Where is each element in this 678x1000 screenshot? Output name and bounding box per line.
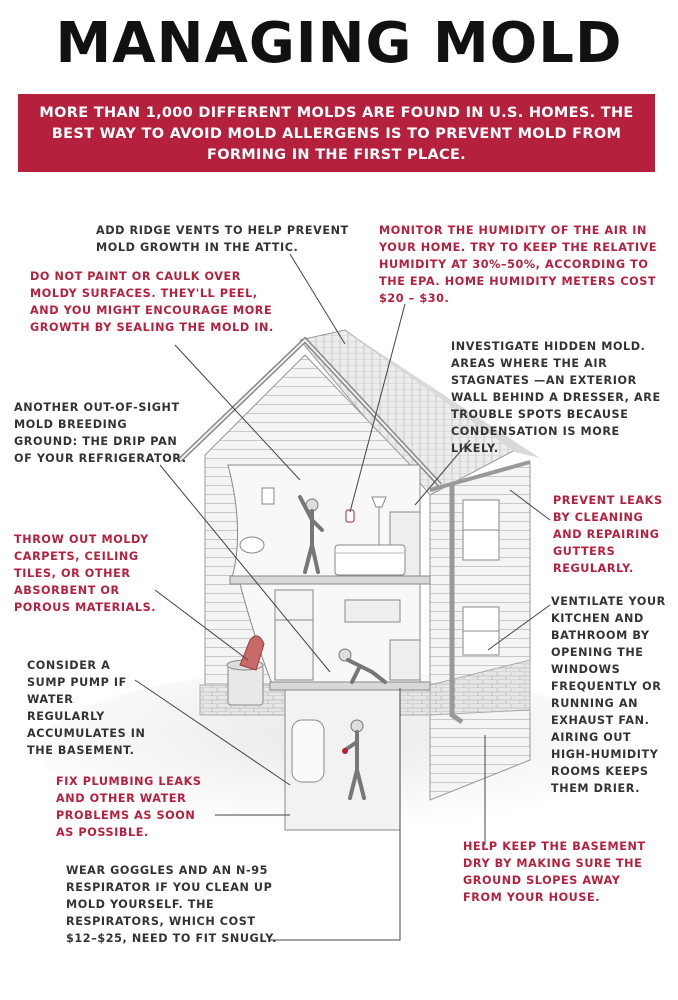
callout-gutters: PREVENT LEAKS BY CLEANING AND REPAIRING GUTTERS REGULARLY. [553, 494, 663, 575]
callout-ventilate: VENTILATE YOUR KITCHEN AND BATHROOM BY OPENING THE WINDOWS FREQUENTLY OR RUNNING AN EXHAUST FAN. AIRING OUT HIGH-HUMIDITY ROOMS KEEPS THEM DRIER. [551, 595, 666, 795]
callout-basement: HELP KEEP THE BASEMENT DRY BY MAKING SURE THE GROUND SLOPES AWAY FROM YOUR HOUSE. [463, 840, 646, 904]
callout-drip-pan: ANOTHER OUT-OF-SIGHT MOLD BREEDING GROUND: THE DRIP PAN OF YOUR REFRIGERATOR. [14, 401, 187, 465]
intro-banner-text: MORE THAN 1,000 DIFFERENT MOLDS ARE FOUND IN U.S. HOMES. THE BEST WAY TO AVOID MOLD ALLERGENS IS TO PREVENT MOLD FROM FORMING IN THE FIRST PLACE. [39, 105, 634, 163]
page-title: MANAGING MOLD [55, 11, 623, 76]
callout-goggles: WEAR GOGGLES AND AN N-95 RESPIRATOR IF YOU CLEAN UP MOLD YOURSELF. THE RESPIRATORS, WHICH COST $12–$25, NEED TO FIT SNUGLY. [66, 864, 278, 945]
callout-sump-pump: CONSIDER A SUMP PUMP IF WATER REGULARLY ACCUMULATES IN THE BASEMENT. [27, 659, 146, 757]
callout-humidity: MONITOR THE HUMIDITY OF THE AIR IN YOUR HOME. TRY TO KEEP THE RELATIVE HUMIDITY AT 30%–50%, ACCORDING TO THE EPA. HOME HUMIDITY METERS COST $20 – $30. [379, 224, 658, 305]
callout-no-paint: DO NOT PAINT OR CAULK OVER MOLDY SURFACES. THEY'LL PEEL, AND YOU MIGHT ENCOURAGE MORE GROWTH BY SEALING THE MOLD IN. [30, 270, 274, 334]
callout-plumbing: FIX PLUMBING LEAKS AND OTHER WATER PROBLEMS AS SOON AS POSSIBLE. [56, 775, 202, 839]
callout-hidden-mold: INVESTIGATE HIDDEN MOLD. AREAS WHERE THE AIR STAGNATES —AN EXTERIOR WALL BEHIND A DRESSER, ARE TROUBLE SPOTS BECAUSE CONDENSATION IS MORE LIKELY. [451, 340, 661, 455]
callout-ridge-vents: ADD RIDGE VENTS TO HELP PREVENT MOLD GROWTH IN THE ATTIC. [96, 224, 349, 254]
callout-throw-out: THROW OUT MOLDY CARPETS, CEILING TILES, OR OTHER ABSORBENT OR POROUS MATERIALS. [14, 533, 157, 614]
